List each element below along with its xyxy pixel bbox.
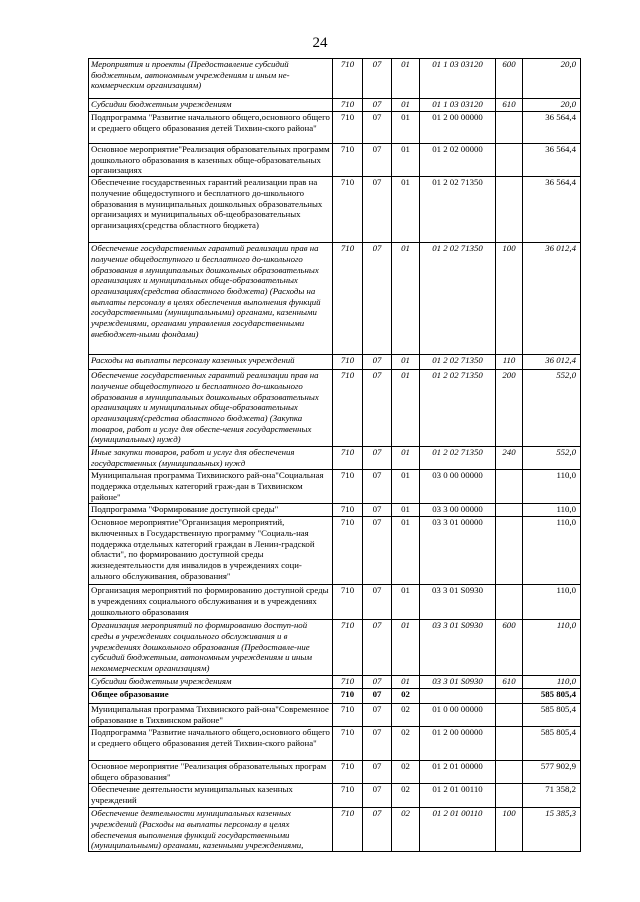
expense-type-code-cell: 100 <box>496 243 523 355</box>
row-name-cell: Общее образование <box>89 689 333 704</box>
ved-code-cell: 710 <box>333 243 363 355</box>
ved-code-cell: 710 <box>333 112 363 144</box>
expense-type-code-cell <box>496 144 523 177</box>
expense-type-code-cell <box>496 177 523 243</box>
row-name-cell: Обеспечение государственных гарантий реализации прав на получение общедоступного и бесплатного до-школьного образования в муниципальных дошкольных образовательных организациях и муниципальных обще-образовательных организациях(средства областного бюджета) (Расходы на выплаты персоналу в целях обеспечения выполнения функций государственными (муниципальными) органами, казенными учреждениями, органами управления государственными внебюджет-ными фондами) <box>89 243 333 355</box>
target-article-code-cell: 03 3 01 S0930 <box>420 620 496 676</box>
table-row <box>89 727 581 761</box>
subsection-code-cell: 02 <box>392 808 420 852</box>
subsection-code-cell: 01 <box>392 144 420 177</box>
section-code-cell: 07 <box>363 784 392 808</box>
target-article-code-cell: 03 3 01 S0930 <box>420 585 496 620</box>
subsection-code-cell: 01 <box>392 370 420 447</box>
table-row <box>89 99 581 112</box>
target-article-code-cell: 01 2 01 00110 <box>420 808 496 852</box>
table-row <box>89 517 581 585</box>
ved-code-cell: 710 <box>333 727 363 761</box>
section-code-cell: 07 <box>363 59 392 99</box>
subsection-code-cell: 02 <box>392 761 420 784</box>
amount-cell: 36 564,4 <box>523 144 581 177</box>
subsection-code-cell: 01 <box>392 517 420 585</box>
ved-code-cell: 710 <box>333 704 363 727</box>
expense-type-code-cell: 600 <box>496 620 523 676</box>
expense-type-code-cell <box>496 784 523 808</box>
amount-cell: 110,0 <box>523 676 581 689</box>
expense-type-code-cell: 600 <box>496 59 523 99</box>
target-article-code-cell: 01 2 01 00110 <box>420 784 496 808</box>
amount-cell: 20,0 <box>523 99 581 112</box>
amount-cell: 36 564,4 <box>523 177 581 243</box>
row-name-cell: Субсидии бюджетным учреждениям <box>89 99 333 112</box>
section-code-cell: 07 <box>363 620 392 676</box>
expense-type-code-cell <box>496 689 523 704</box>
table-row <box>89 355 581 370</box>
target-article-code-cell: 03 3 01 S0930 <box>420 676 496 689</box>
target-article-code-cell: 01 2 02 71350 <box>420 447 496 470</box>
table-row <box>89 504 581 517</box>
amount-cell: 110,0 <box>523 470 581 504</box>
amount-cell: 110,0 <box>523 620 581 676</box>
table-row <box>89 808 581 852</box>
table-row <box>89 59 581 99</box>
section-code-cell: 07 <box>363 177 392 243</box>
ved-code-cell: 710 <box>333 808 363 852</box>
section-code-cell: 07 <box>363 370 392 447</box>
amount-cell: 585 805,4 <box>523 689 581 704</box>
expense-type-code-cell <box>496 112 523 144</box>
subsection-code-cell: 01 <box>392 470 420 504</box>
table-row <box>89 585 581 620</box>
expense-type-code-cell: 100 <box>496 808 523 852</box>
row-name-cell: Основное мероприятие"Реализация образовательных программ дошкольного образования в казенных обще-образовательных организациях <box>89 144 333 177</box>
target-article-code-cell: 01 2 01 00000 <box>420 761 496 784</box>
table-row <box>89 470 581 504</box>
ved-code-cell: 710 <box>333 620 363 676</box>
table-row <box>89 112 581 144</box>
row-name-cell: Мероприятия и проекты (Предоставление субсидий бюджетным, автономным учреждениям и иным не-коммерческим организациям) <box>89 59 333 99</box>
amount-cell: 36 564,4 <box>523 112 581 144</box>
ved-code-cell: 710 <box>333 177 363 243</box>
subsection-code-cell: 01 <box>392 447 420 470</box>
amount-cell: 20,0 <box>523 59 581 99</box>
ved-code-cell: 710 <box>333 370 363 447</box>
expense-type-code-cell <box>496 585 523 620</box>
subsection-code-cell: 01 <box>392 585 420 620</box>
table-row <box>89 689 581 704</box>
page-number: 24 <box>312 35 328 51</box>
row-name-cell: Муниципальная программа Тихвинского рай-она"Социальная поддержка отдельных категорий граж-дан в Тихвинском районе" <box>89 470 333 504</box>
expense-type-code-cell: 610 <box>496 99 523 112</box>
target-article-code-cell: 01 1 03 03120 <box>420 99 496 112</box>
section-code-cell: 07 <box>363 470 392 504</box>
target-article-code-cell: 03 3 00 00000 <box>420 504 496 517</box>
subsection-code-cell: 02 <box>392 784 420 808</box>
table-row <box>89 676 581 689</box>
table-row <box>89 370 581 447</box>
section-code-cell: 07 <box>363 676 392 689</box>
section-code-cell: 07 <box>363 808 392 852</box>
ved-code-cell: 710 <box>333 761 363 784</box>
row-name-cell: Иные закупки товаров, работ и услуг для обеспечения государственных (муниципальных) нужд <box>89 447 333 470</box>
amount-cell: 71 358,2 <box>523 784 581 808</box>
subsection-code-cell: 01 <box>392 504 420 517</box>
subsection-code-cell: 02 <box>392 704 420 727</box>
table-row <box>89 620 581 676</box>
amount-cell: 552,0 <box>523 370 581 447</box>
target-article-code-cell: 03 0 00 00000 <box>420 470 496 504</box>
amount-cell: 585 805,4 <box>523 704 581 727</box>
table-body <box>89 59 581 852</box>
target-article-code-cell: 01 1 03 03120 <box>420 59 496 99</box>
expense-type-code-cell: 610 <box>496 676 523 689</box>
expense-type-code-cell <box>496 761 523 784</box>
row-name-cell: Подпрограмма "Развитие начального общего,основного общего и среднего общего образования детей Тихвин-ского района" <box>89 112 333 144</box>
row-name-cell: Расходы на выплаты персоналу казенных учреждений <box>89 355 333 370</box>
row-name-cell: Субсидии бюджетным учреждениям <box>89 676 333 689</box>
row-name-cell: Обеспечение государственных гарантий реализации прав на получение общедоступного и бесплатного до-школьного образования в муниципальных дошкольных образовательных организациях и муниципальных об-щеобразовательных организациях(средства областного бюджета) <box>89 177 333 243</box>
row-name-cell: Муниципальная программа Тихвинского рай-она"Современное образование в Тихвинском районе" <box>89 704 333 727</box>
section-code-cell: 07 <box>363 99 392 112</box>
row-name-cell: Подпрограмма "Развитие начального общего,основного общего и среднего общего образования детей Тихвин-ского района" <box>89 727 333 761</box>
ved-code-cell: 710 <box>333 99 363 112</box>
section-code-cell: 07 <box>363 704 392 727</box>
section-code-cell: 07 <box>363 517 392 585</box>
expense-type-code-cell: 240 <box>496 447 523 470</box>
target-article-code-cell: 01 2 02 00000 <box>420 144 496 177</box>
table-row <box>89 784 581 808</box>
target-article-code-cell: 01 2 00 00000 <box>420 727 496 761</box>
row-name-cell: Обеспечение деятельности муниципальных казенных учреждений <box>89 784 333 808</box>
target-article-code-cell: 03 3 01 00000 <box>420 517 496 585</box>
amount-cell: 110,0 <box>523 517 581 585</box>
section-code-cell: 07 <box>363 727 392 761</box>
subsection-code-cell: 01 <box>392 620 420 676</box>
table-row <box>89 761 581 784</box>
table-row <box>89 144 581 177</box>
target-article-code-cell: 01 0 00 00000 <box>420 704 496 727</box>
target-article-code-cell <box>420 689 496 704</box>
budget-table <box>88 58 581 852</box>
amount-cell: 585 805,4 <box>523 727 581 761</box>
section-code-cell: 07 <box>363 689 392 704</box>
ved-code-cell: 710 <box>333 59 363 99</box>
row-name-cell: Организация мероприятий по формированию доступ-ной среды в учреждениях социального обслуживания и в учреждениях дошкольного образования (Предоставле-ние субсидий бюджетным, автономным учреждениям и иным некоммерческим организациям) <box>89 620 333 676</box>
subsection-code-cell: 01 <box>392 676 420 689</box>
ved-code-cell: 710 <box>333 784 363 808</box>
ved-code-cell: 710 <box>333 447 363 470</box>
expense-type-code-cell <box>496 470 523 504</box>
target-article-code-cell: 01 2 02 71350 <box>420 243 496 355</box>
row-name-cell: Основное мероприятие "Реализация образовательных програм общего образования" <box>89 761 333 784</box>
amount-cell: 577 902,9 <box>523 761 581 784</box>
subsection-code-cell: 01 <box>392 177 420 243</box>
expense-type-code-cell <box>496 704 523 727</box>
expense-type-code-cell: 110 <box>496 355 523 370</box>
ved-code-cell: 710 <box>333 585 363 620</box>
subsection-code-cell: 02 <box>392 727 420 761</box>
section-code-cell: 07 <box>363 355 392 370</box>
amount-cell: 110,0 <box>523 585 581 620</box>
subsection-code-cell: 02 <box>392 689 420 704</box>
row-name-cell: Обеспечение государственных гарантий реализации прав на получение общедоступного и бесплатного до-школьного образования в муниципальных дошкольных образовательных организациях и муниципальных обще-образовательных организациях(средства областного бюджета) (Закупка товаров, работ и услуг для обеспе-чения государственных (муниципальных) нужд) <box>89 370 333 447</box>
expense-type-code-cell <box>496 727 523 761</box>
ved-code-cell: 710 <box>333 470 363 504</box>
subsection-code-cell: 01 <box>392 59 420 99</box>
subsection-code-cell: 01 <box>392 355 420 370</box>
row-name-cell: Основное мероприятие"Организация мероприятий, включенных в Государственную программу "Социаль-ная поддержка отдельных категорий граждан в Ленин-градской области", по формированию доступной среды жизнедеятельности для инвалидов в учреждениях соци-ального обслуживания, образования" <box>89 517 333 585</box>
row-name-cell: Организация мероприятий по формированию доступной среды в учреждениях социального обслуживания и в учреждениях дошкольного образования <box>89 585 333 620</box>
ved-code-cell: 710 <box>333 517 363 585</box>
subsection-code-cell: 01 <box>392 99 420 112</box>
amount-cell: 110,0 <box>523 504 581 517</box>
table-row <box>89 177 581 243</box>
target-article-code-cell: 01 2 02 71350 <box>420 370 496 447</box>
target-article-code-cell: 01 2 02 71350 <box>420 355 496 370</box>
section-code-cell: 07 <box>363 144 392 177</box>
table-row <box>89 704 581 727</box>
expense-type-code-cell <box>496 517 523 585</box>
amount-cell: 36 012,4 <box>523 243 581 355</box>
ved-code-cell: 710 <box>333 504 363 517</box>
section-code-cell: 07 <box>363 585 392 620</box>
ved-code-cell: 710 <box>333 689 363 704</box>
table-row <box>89 447 581 470</box>
amount-cell: 15 385,3 <box>523 808 581 852</box>
section-code-cell: 07 <box>363 504 392 517</box>
amount-cell: 36 012,4 <box>523 355 581 370</box>
amount-cell: 552,0 <box>523 447 581 470</box>
row-name-cell: Обеспечение деятельности муниципальных казенных учреждений (Расходы на выплаты персоналу в целях обеспечения выполнения функций государственными (муниципальными) органами, казенными учреждениями, <box>89 808 333 852</box>
ved-code-cell: 710 <box>333 355 363 370</box>
row-name-cell: Подпрограмма "Формирование доступной среды" <box>89 504 333 517</box>
table-row <box>89 243 581 355</box>
subsection-code-cell: 01 <box>392 243 420 355</box>
target-article-code-cell: 01 2 00 00000 <box>420 112 496 144</box>
target-article-code-cell: 01 2 02 71350 <box>420 177 496 243</box>
section-code-cell: 07 <box>363 761 392 784</box>
expense-type-code-cell: 200 <box>496 370 523 447</box>
section-code-cell: 07 <box>363 447 392 470</box>
subsection-code-cell: 01 <box>392 112 420 144</box>
section-code-cell: 07 <box>363 112 392 144</box>
expense-type-code-cell <box>496 504 523 517</box>
ved-code-cell: 710 <box>333 676 363 689</box>
ved-code-cell: 710 <box>333 144 363 177</box>
section-code-cell: 07 <box>363 243 392 355</box>
